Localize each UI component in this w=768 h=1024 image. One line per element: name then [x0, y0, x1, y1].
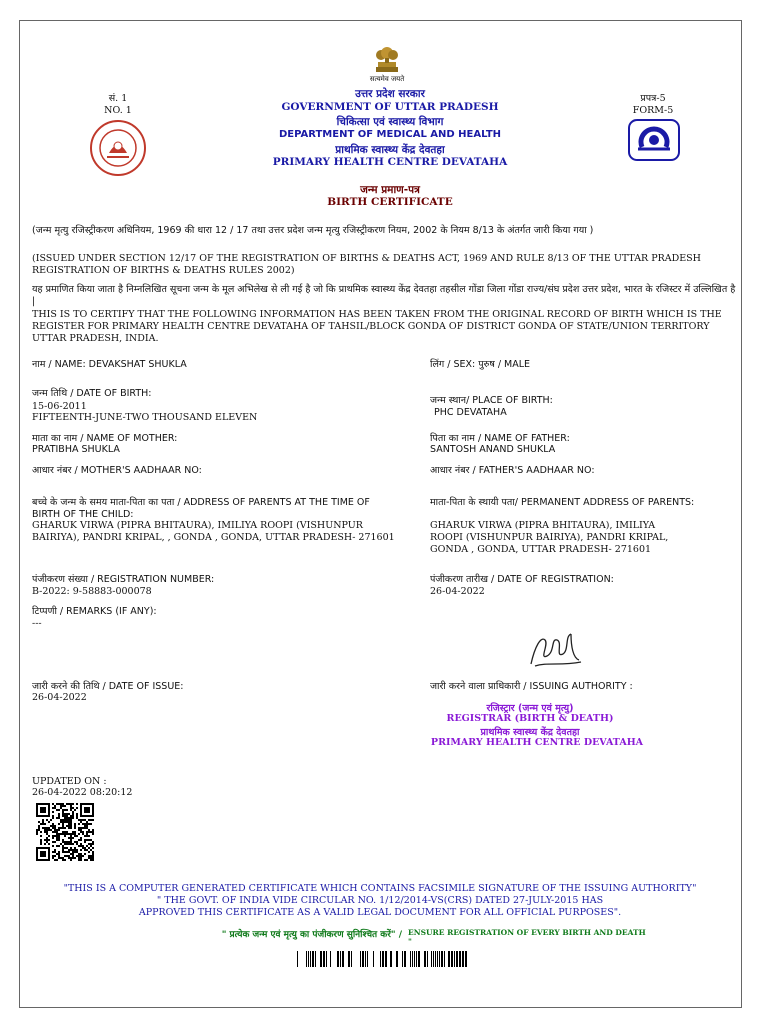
- registrar-phc: PRIMARY HEALTH CENTRE DEVATAHA: [430, 737, 644, 748]
- form-number-english: FORM-5: [632, 105, 674, 116]
- certify-statement: THIS IS TO CERTIFY THAT THE FOLLOWING INFORMATION HAS BEEN TAKEN FROM THE ORIGINAL RECORD OF BIRTH WHICH IS THE REGISTER FOR PRIMARY HEALTH CENTRE DEVATAHA OF TAHSIL/BLOCK GONDA OF DISTRICT GONDA OF STATE/UNION TERRITORY UTTAR PRADESH, INDIA.: [32, 309, 722, 344]
- mother-aadhaar-label: आधार नंबर / MOTHER'S AADHAAR NO:: [32, 465, 202, 476]
- registrar-phc-hindi: प्राथमिक स्वास्थ्य केंद्र देवतहा: [480, 727, 580, 738]
- updated-label: UPDATED ON :: [32, 776, 107, 787]
- footer-line-2: " THE GOVT. OF INDIA VIDE CIRCULAR NO. 1/12/2014-VS(CRS) DATED 27-JULY-2015 HAS: [156, 895, 604, 906]
- barcode-icon: [297, 951, 467, 971]
- department-title: DEPARTMENT OF MEDICAL AND HEALTH: [278, 129, 502, 140]
- government-title-hindi: उत्तर प्रदेश सरकार: [355, 88, 425, 100]
- national-emblem-icon: [370, 45, 404, 73]
- certificate-title: BIRTH CERTIFICATE: [327, 196, 453, 208]
- slogan-hindi: " प्रत्येक जन्म एवं मृत्यु का पंजीकरण सुनिश्चित करें" /: [221, 930, 402, 940]
- remarks-value: ---: [32, 618, 42, 629]
- father-name-value: SANTOSH ANAND SHUKLA: [430, 444, 556, 455]
- father-aadhaar-label: आधार नंबर / FATHER'S AADHAAR NO:: [430, 465, 595, 476]
- permanent-address-label: माता-पिता के स्थायी पता/ PERMANENT ADDRESS OF PARENTS:: [430, 497, 695, 508]
- legal-reference-hindi: (जन्म मृत्यु रजिस्ट्रीकरण अधिनियम, 1969 की धारा 12 / 17 तथा उत्तर प्रदेश जन्म मृत्यु रजिस्ट्रीकरण नियम, 2002 के नियम 8/13 के अंतर्गत जारी किया गया ): [32, 225, 594, 236]
- registrar-signature: [525, 626, 585, 676]
- registration-date-label: पंजीकरण तारीख / DATE OF REGISTRATION:: [430, 574, 614, 585]
- number-english: NO. 1: [104, 105, 132, 116]
- number-hindi: सं. 1: [108, 93, 128, 104]
- issue-date-label: जारी करने की तिथि / DATE OF ISSUE:: [32, 681, 184, 692]
- updated-value: 26-04-2022 08:20:12: [32, 787, 133, 798]
- address-at-birth-value: GHARUK VIRWA (PIPRA BHITAURA), IMILIYA ROOPI (VISHUNPUR BAIRIYA), PANDRI KRIPAL, , GONDA , GONDA, UTTAR PRADESH- 271601: [32, 520, 395, 543]
- issuing-authority-label: जारी करने वाला प्राधिकारी / ISSUING AUTHORITY :: [430, 681, 633, 692]
- place-of-birth-label: जन्म स्थान/ PLACE OF BIRTH:: [430, 395, 553, 406]
- legal-reference: (ISSUED UNDER SECTION 12/17 OF THE REGISTRATION OF BIRTHS & DEATHS ACT, 1969 AND RULE 8/13 OF THE UTTAR PRADESH REGISTRATION OF BIRTHS & DEATHS RULES 2002): [32, 253, 701, 276]
- crs-logo-icon: [628, 119, 680, 165]
- registration-date-value: 26-04-2022: [430, 586, 485, 597]
- government-title: GOVERNMENT OF UTTAR PRADESH: [281, 101, 499, 113]
- certificate-page: [19, 20, 742, 1008]
- certificate-title-hindi: जन्म प्रमाण-पत्र: [360, 184, 420, 196]
- phc-title-hindi: प्राथमिक स्वास्थ्य केंद्र देवतहा: [335, 144, 445, 156]
- emblem-motto: सत्यमेव जयते: [369, 75, 405, 83]
- dob-value: 15-06-2011: [32, 401, 87, 412]
- registrar-title-hindi: रजिस्ट्रार (जन्म एवं मृत्यु): [486, 703, 574, 714]
- registration-number-value: B-2022: 9-58883-000078: [32, 586, 152, 597]
- footer-line-3: APPROVED THIS CERTIFICATE AS A VALID LEGAL DOCUMENT FOR ALL OFFICIAL PURPOSES".: [138, 907, 622, 918]
- department-title-hindi: चिकित्सा एवं स्वास्थ्य विभाग: [336, 116, 444, 128]
- registration-number-label: पंजीकरण संख्या / REGISTRATION NUMBER:: [32, 574, 215, 585]
- dob-label: जन्म तिथि / DATE OF BIRTH:: [32, 388, 152, 399]
- certify-statement-hindi: यह प्रमाणित किया जाता है निम्नलिखित सूचना जन्म के मूल अभिलेख से ली गई है जो कि प्राथमिक स्वास्थ्य केंद्र देवतहा तहसील गोंडा जिला गोंडा राज्य/संघ प्रदेश उत्तर प्रदेश, भारत के रजिस्टर में उल्लिखित है |: [32, 284, 736, 307]
- permanent-address-value: GHARUK VIRWA (PIPRA BHITAURA), IMILIYA ROOPI (VISHUNPUR BAIRIYA), PANDRI KRIPAL, GONDA , GONDA, UTTAR PRADESH- 271601: [430, 520, 669, 555]
- up-government-seal-icon: [89, 119, 147, 181]
- footer-line-1: "THIS IS A COMPUTER GENERATED CERTIFICATE WHICH CONTAINS FACSIMILE SIGNATURE OF THE ISSUING AUTHORITY": [63, 883, 697, 894]
- address-at-birth-label: बच्चे के जन्म के समय माता-पिता का पता / ADDRESS OF PARENTS AT THE TIME OF BIRTH OF THE CHILD:: [32, 497, 370, 520]
- mother-name-label: माता का नाम / NAME OF MOTHER:: [32, 433, 178, 444]
- phc-title: PRIMARY HEALTH CENTRE DEVATAHA: [272, 156, 508, 168]
- sex: लिंग / SEX: पुरुष / MALE: [430, 359, 531, 370]
- mother-name-value: PRATIBHA SHUKLA: [32, 444, 120, 455]
- registrar-title: REGISTRAR (BIRTH & DEATH): [446, 713, 614, 724]
- child-name: नाम / NAME: DEVAKSHAT SHUKLA: [32, 359, 187, 370]
- slogan-english: ENSURE REGISTRATION OF EVERY BIRTH AND DEATH ": [408, 928, 646, 946]
- father-name-label: पिता का नाम / NAME OF FATHER:: [430, 433, 570, 444]
- dob-words: FIFTEENTH-JUNE-TWO THOUSAND ELEVEN: [32, 412, 258, 423]
- qr-code-icon[interactable]: [36, 803, 94, 865]
- form-number-hindi: प्रपत्र-5: [640, 93, 666, 104]
- remarks-label: टिप्पणी / REMARKS (IF ANY):: [32, 606, 157, 617]
- place-of-birth-value: PHC DEVATAHA: [434, 407, 507, 418]
- issue-date-value: 26-04-2022: [32, 692, 87, 703]
